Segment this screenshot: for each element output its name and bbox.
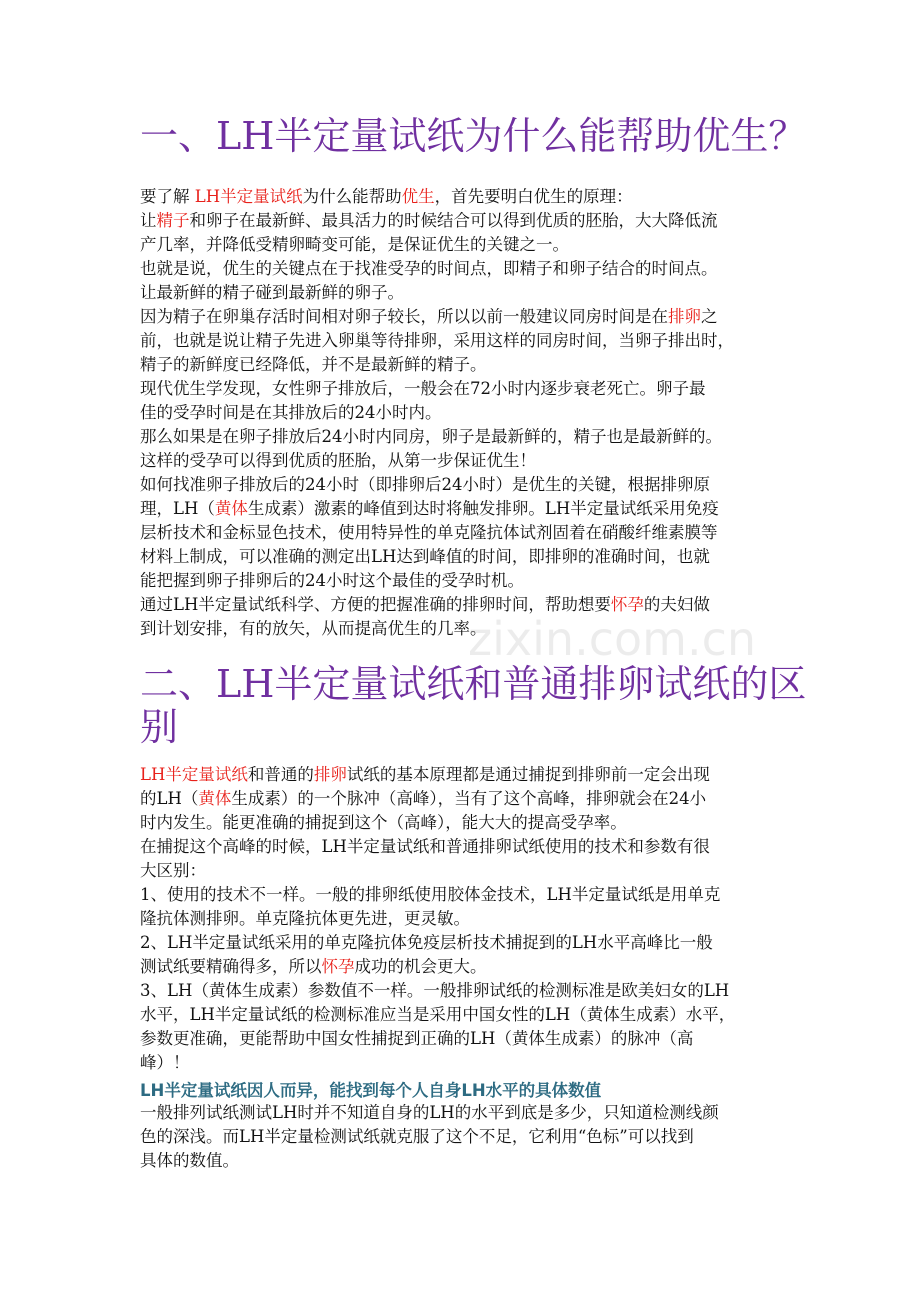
paragraph-line: 如何找准卵子排放后的24小时（即排卵后24小时）是优生的关键，根据排卵原 — [140, 475, 710, 494]
paragraph-line: 参数更准确，更能帮助中国女性捕捉到正确的LH（黄体生成素）的脉冲（高 — [140, 1029, 694, 1048]
text-span: 的夫妇做 — [643, 595, 710, 614]
paragraph-line: 隆抗体测排卵。单克隆抗体更先进，更灵敏。 — [140, 909, 470, 928]
paragraph-line: 大区别： — [140, 861, 206, 880]
paragraph-line: 1、使用的技术不一样。一般的排卵纸使用胶体金技术，LH半定量试纸是用单克 — [140, 885, 721, 904]
paragraph-line: 具体的数值。 — [140, 1151, 239, 1170]
paragraph-line: 到计划安排，有的放矢，从而提高优生的几率。 — [140, 619, 487, 638]
paragraph-line: 前，也就是说让精子先进入卵巢等待排卵，采用这样的同房时间，当卵子排出时， — [140, 331, 734, 350]
paragraph-line: 能把握到卵子排卵后的24小时这个最佳的受孕时机。 — [140, 571, 524, 590]
paragraph-line — [140, 210, 718, 232]
keyword-link[interactable]: 黄体 — [198, 789, 232, 808]
text-span: 之 — [701, 307, 718, 326]
keyword-link[interactable]: 优生 — [401, 187, 435, 206]
paragraph-line: 现代优生学发现，女性卵子排放后，一般会在72小时内逐步衰老死亡。卵子最 — [140, 379, 706, 398]
heading-section-2-cont: 别 — [140, 705, 179, 749]
paragraph-line: 一般排列试纸测试LH时并不知道自身的LH的水平到底是多少，只知道检测线颜 — [140, 1103, 719, 1122]
keyword-link[interactable]: 排卵 — [313, 765, 347, 784]
paragraph-line: 那么如果是在卵子排放后24小时内同房，卵子是最新鲜的，精子也是最新鲜的。 — [140, 427, 722, 446]
keyword-link[interactable]: 怀孕 — [321, 957, 355, 976]
paragraph-line: 时内发生。能更准确的捕捉到这个（高峰），能大大的提高受孕率。 — [140, 813, 627, 832]
watermark: zixin.com.cn — [468, 612, 757, 666]
text-span: 理，LH（ — [140, 499, 215, 518]
text-span: 因为精子在卵巢存活时间相对卵子较长，所以以前一般建议同房时间是在 — [140, 307, 668, 326]
keyword-link[interactable]: 黄体 — [214, 499, 248, 518]
paragraph-line — [140, 788, 706, 810]
keyword-link[interactable]: LH半定量试纸 — [194, 187, 303, 206]
text-span: 生成素）激素的峰值到达时将触发排卵。LH半定量试纸采用免疫 — [247, 499, 719, 518]
text-span: ，首先要明白优生的原理： — [434, 187, 633, 206]
paragraph-line: 在捕捉这个高峰的时候，LH半定量试纸和普通排卵试纸使用的技术和参数有很 — [140, 837, 710, 856]
keyword-link[interactable]: 精子 — [156, 211, 190, 230]
paragraph-line — [140, 186, 633, 208]
paragraph-line — [140, 764, 710, 786]
subheading: LH半定量试纸因人而异，能找到每个人自身LH水平的具体数值 — [140, 1081, 602, 1100]
keyword-link[interactable]: 怀孕 — [610, 595, 644, 614]
text-span: 生成素）的一个脉冲（高峰），当有了这个高峰，排卵就会在24小 — [231, 789, 707, 808]
paragraph-line: 2、LH半定量试纸采用的单克隆抗体免疫层析技术捕捉到的LH水平高峰比一般 — [140, 933, 713, 952]
text-span: 的LH（ — [140, 789, 199, 808]
paragraph-line: 也就是说，优生的关键点在于找准受孕的时间点，即精子和卵子结合的时间点。 — [140, 259, 718, 278]
heading-section-2: 二、LH半定量试纸和普通排卵试纸的区 — [140, 662, 807, 706]
text-span: 和卵子在最新鲜、最具活力的时候结合可以得到优质的胚胎，大大降低流 — [189, 211, 718, 230]
paragraph-line: 峰）！ — [140, 1053, 190, 1072]
text-span: 为什么能帮助 — [302, 187, 402, 206]
text-span: 要了解 — [140, 187, 195, 206]
text-span: 通过LH半定量试纸科学、方便的把握准确的排卵时间，帮助想要 — [140, 595, 611, 614]
paragraph-line: 佳的受孕时间是在其排放后的24小时内。 — [140, 403, 442, 422]
keyword-link[interactable]: 排卵 — [668, 307, 701, 326]
paragraph-line: 材料上制成，可以准确的测定出LH达到峰值的时间，即排卵的准确时间，也就 — [140, 547, 710, 566]
paragraph-line: 色的深浅。而LH半定量检测试纸就克服了这个不足，它利用“色标”可以找到 — [140, 1127, 694, 1146]
text-span: 让 — [140, 211, 157, 230]
paragraph-line — [140, 306, 718, 328]
text-span: 测试纸要精确得多，所以 — [140, 957, 322, 976]
paragraph-line: 让最新鲜的精子碰到最新鲜的卵子。 — [140, 283, 404, 302]
paragraph-line: 3、LH（黄体生成素）参数值不一样。一般排卵试纸的检测标准是欧美妇女的LH — [140, 981, 730, 1000]
paragraph-line: 精子的新鲜度已经降低，并不是最新鲜的精子。 — [140, 355, 487, 374]
keyword-link[interactable]: LH半定量试纸 — [140, 765, 248, 784]
paragraph-line: 产几率，并降低受精卵畸变可能，是保证优生的关键之一。 — [140, 235, 569, 254]
text-span: 和普通的 — [247, 765, 314, 784]
paragraph-line: 水平，LH半定量试纸的检测标准应当是采用中国女性的LH（黄体生成素）水平， — [140, 1005, 736, 1024]
heading-section-1: 一、LH半定量试纸为什么能帮助优生？ — [140, 114, 807, 158]
text-span: 成功的机会更大。 — [354, 957, 487, 976]
paragraph-line: 这样的受孕可以得到优质的胚胎，从第一步保证优生！ — [140, 451, 536, 470]
paragraph-line: 层析技术和金标显色技术，使用特异性的单克隆抗体试剂固着在硝酸纤维素膜等 — [140, 523, 718, 542]
paragraph-line — [140, 956, 487, 978]
text-span: 试纸的基本原理都是通过捕捉到排卵前一定会出现 — [346, 765, 710, 784]
paragraph-line — [140, 498, 719, 520]
